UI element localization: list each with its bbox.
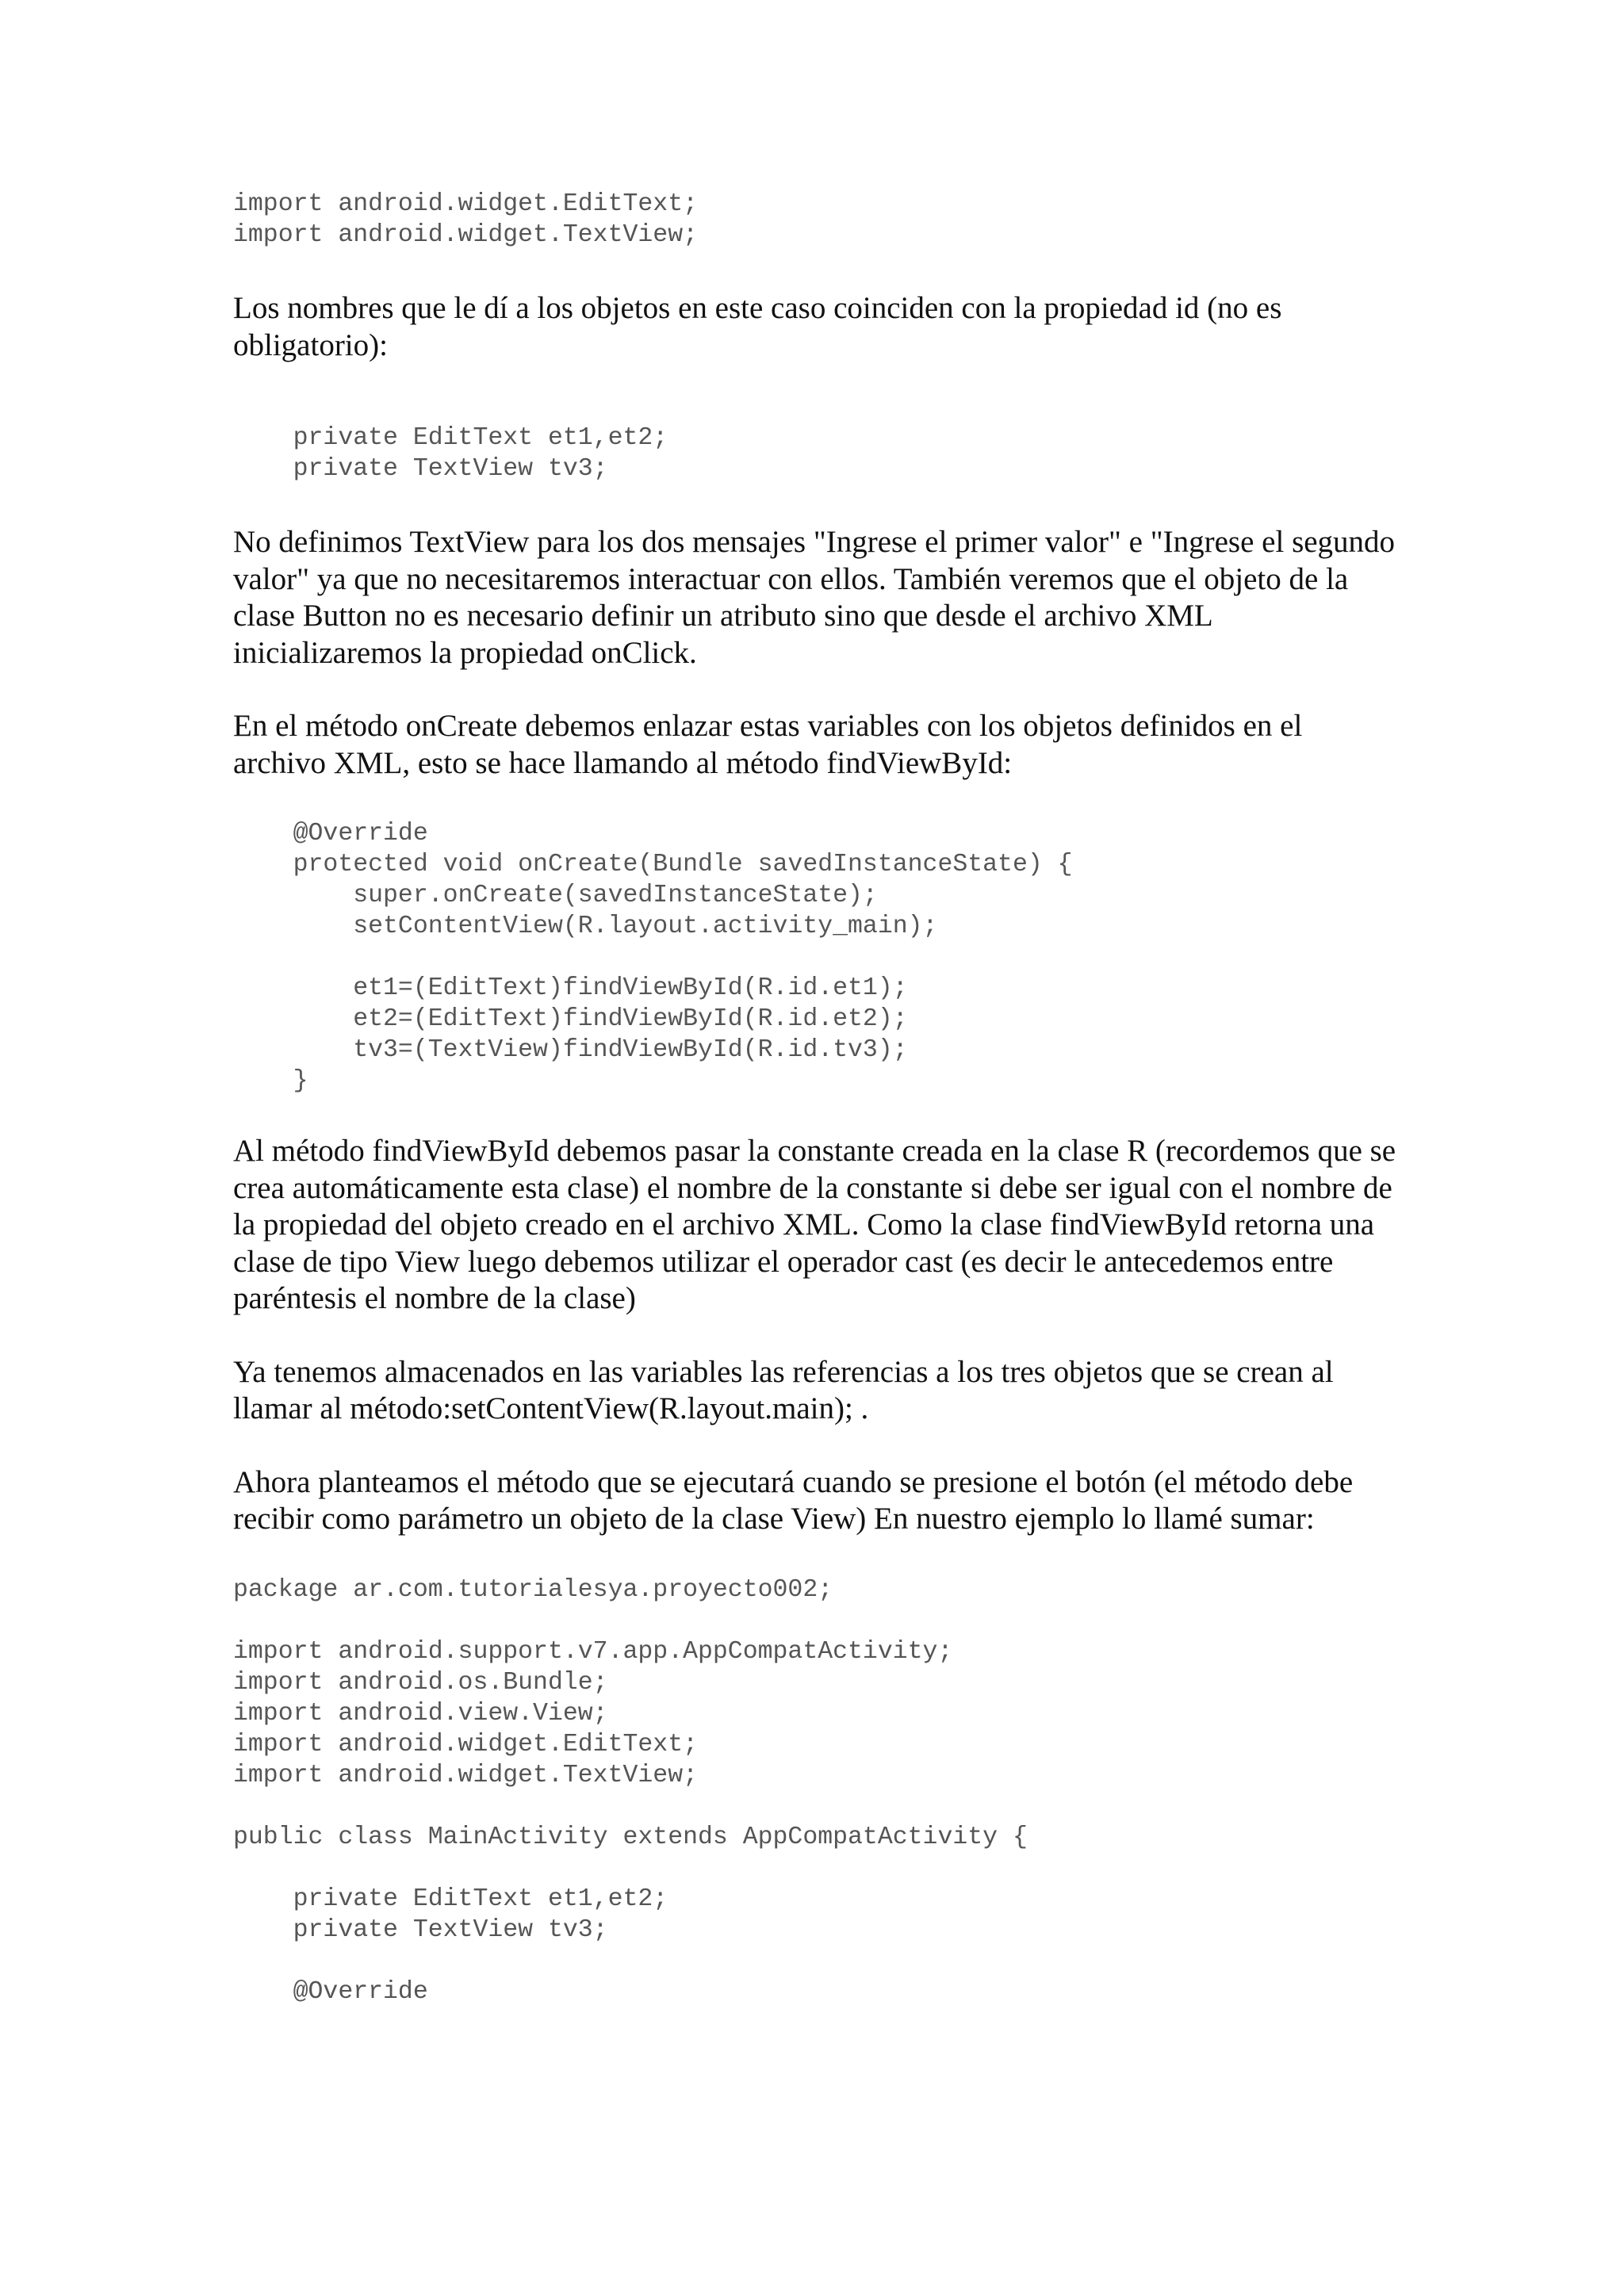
page-content bbox=[233, 189, 1399, 2007]
paragraph-stored-references: Ya tenemos almacenados en las variables las referencias a los tres objetos que se crean al llamar al método:setContentView(R.layout.main); . bbox=[233, 1354, 1334, 1425]
code-block-oncreate: @Override protected void onCreate(Bundle savedInstanceState) { super.onCreate(savedInstanceState); setContentView(R.layout.activity_main); et1=(EditText)findViewById(R.id.et1); et2=(EditText)findViewById(R.id.et2); tv3=(TextView)findViewById(R.id.tv3); } bbox=[293, 820, 1073, 1095]
code-block-mainactivity: package ar.com.tutorialesya.proyecto002; import android.support.v7.app.AppCompatActivity; import android.os.Bundle; import android.view.View; import android.widget.EditText; import android.widget.TextView; public class MainActivity extends AppCompatActivity { private EditText et1,et2; private TextView tv3; @Override bbox=[233, 1575, 1028, 2006]
paragraph-findviewbyid-explanation: Al método findViewById debemos pasar la constante creada en la clase R (recordemos que se crea automáticamente esta clase) el nombre de la constante si debe ser igual con el nombre de la propiedad del objeto creado en el archivo XML. Como la clase findViewById retorna una clase de tipo View luego debemos utilizar el operador cast (es decir le antecedemos entre paréntesis el nombre de la clase) bbox=[233, 1134, 1396, 1315]
paragraph-sumar-method: Ahora planteamos el método que se ejecutará cuando se presione el botón (el método debe recibir como parámetro un objeto de la clase View) En nuestro ejemplo lo llamé sumar: bbox=[233, 1464, 1354, 1536]
code-block-imports: import android.widget.EditText; import android.widget.TextView; bbox=[233, 190, 698, 249]
paragraph-textview-explanation: No definimos TextView para los dos mensajes "Ingrese el primer valor" e "Ingrese el segundo valor" ya que no necesitaremos interactuar con ellos. También veremos que el objeto de la clase Button no es necesario definir un atributo sino que desde el archivo XML inicializaremos la propiedad onClick. bbox=[233, 525, 1396, 670]
code-block-fields: private EditText et1,et2; private TextView tv3; bbox=[293, 424, 668, 483]
paragraph-oncreate-intro: En el método onCreate debemos enlazar estas variables con los objetos definidos en el archivo XML, esto se hace llamando al método findViewById: bbox=[233, 709, 1303, 780]
paragraph-object-names: Los nombres que le dí a los objetos en este caso coinciden con la propiedad id (no es obligatorio): bbox=[233, 291, 1282, 362]
